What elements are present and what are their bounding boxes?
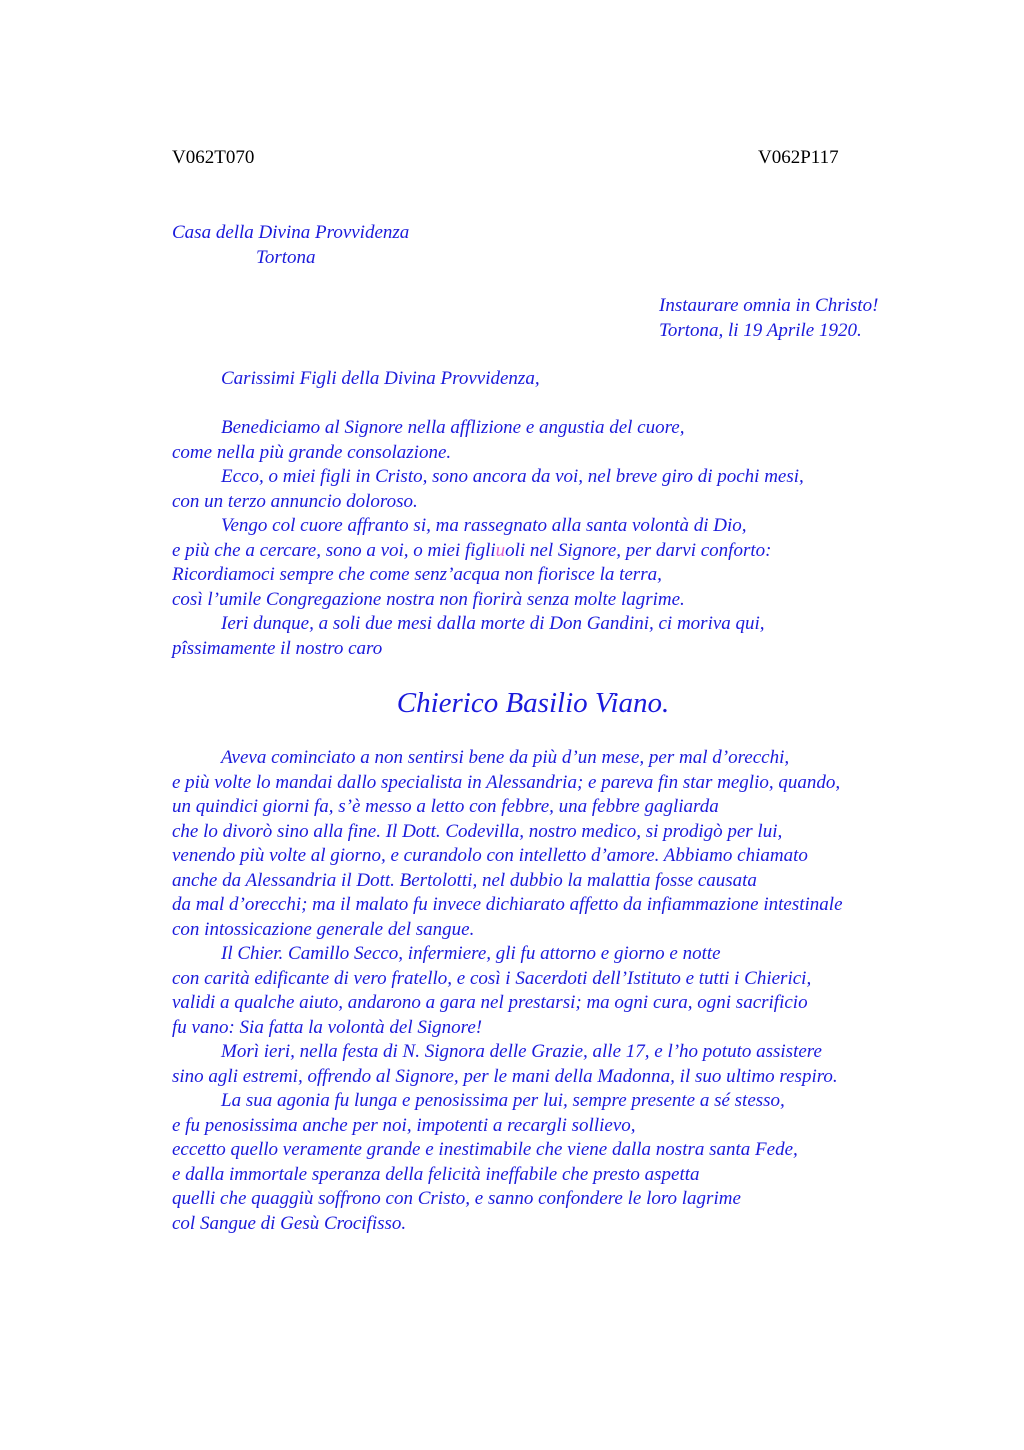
motto-and-date: [659, 294, 878, 343]
deceased-name-title: Chierico Basilio Viano.: [396, 687, 670, 719]
text-line: pîssimamente il nostro caro: [172, 637, 383, 659]
text-line: anche da Alessandria il Dott. Bertolotti, nel dubbio la malattia fosse causata: [172, 869, 757, 891]
text-line: validi a qualche aiuto, andarono a gara nel prestarsi; ma ogni cura, ogni sacrificio: [172, 992, 808, 1013]
document-code-left: V062T070: [172, 147, 255, 168]
text-line: e fu penosissima anche per noi, impotenti a recargli sollievo,: [172, 1114, 636, 1136]
text-line: da mal d’orecchi; ma il malato fu invece dichiarato affetto da infiammazione intestinale: [172, 894, 843, 915]
text-line: e dalla immortale speranza della felicità ineffabile che presto aspetta: [172, 1163, 700, 1185]
letterhead-institution: Casa della Divina Provvidenza: [172, 222, 410, 243]
letterhead: [172, 221, 409, 270]
text-line: Ieri dunque, a soli due mesi dalla morte di Don Gandini, ci moriva qui,: [221, 613, 765, 634]
text-line: così l’umile Congregazione nostra non fiorirà senza molte lagrime.: [172, 588, 685, 610]
text-line: con un terzo annuncio doloroso.: [172, 490, 418, 512]
text-line: Vengo col cuore affranto si, ma rassegnato alla santa volontà di Dio,: [221, 515, 747, 536]
document-code-right: V062P117: [758, 147, 839, 168]
text-line: Aveva cominciato a non sentirsi bene da più d’un mese, per mal d’orecchi,: [221, 747, 790, 768]
letterhead-city: Tortona: [256, 246, 316, 268]
motto: Instaurare omnia in Christo!: [659, 295, 879, 316]
text-line: venendo più volte al giorno, e curandolo con intelletto d’amore. Abbiamo chiamato: [172, 845, 808, 866]
letter-date: Tortona, li 19 Aprile 1920.: [659, 319, 862, 341]
text-line: eccetto quello veramente grande e inestimabile che viene dalla nostra santa Fede,: [172, 1139, 798, 1160]
text-line: [172, 539, 804, 564]
paragraph-narrative: [172, 746, 843, 1236]
text-segment: e più che a cercare, sono a voi, o miei figli: [172, 539, 496, 561]
text-line: con intossicazione generale del sangue.: [172, 918, 475, 940]
text-segment: oli nel Signore, per darvi conforto:: [505, 539, 772, 561]
text-line: Ecco, o miei figli in Cristo, sono ancora da voi, nel breve giro di pochi mesi,: [221, 466, 804, 487]
text-line: col Sangue di Gesù Crocifisso.: [172, 1212, 407, 1234]
text-line: come nella più grande consolazione.: [172, 441, 452, 463]
text-line: che lo divorò sino alla fine. Il Dott. Codevilla, nostro medico, si prodigò per lui,: [172, 820, 783, 842]
paragraph-intro: [172, 416, 804, 661]
text-line: La sua agonia fu lunga e penosissima per lui, sempre presente a sé stesso,: [221, 1090, 785, 1111]
text-line: un quindici giorni fa, s’è messo a letto con febbre, una febbre gagliarda: [172, 796, 719, 817]
text-line: sino agli estremi, offrendo al Signore, per le mani della Madonna, il suo ultimo respiro.: [172, 1065, 838, 1087]
text-line: Morì ieri, nella festa di N. Signora delle Grazie, alle 17, e l’ho potuto assistere: [221, 1041, 822, 1062]
text-line: Benediciamo al Signore nella afflizione e angustia del cuore,: [221, 417, 685, 438]
text-line: con carità edificante di vero fratello, e così i Sacerdoti dell’Istituto e tutti i Chierici,: [172, 967, 812, 989]
correction-mark: u: [495, 539, 506, 561]
text-line: e più volte lo mandai dallo specialista in Alessandria; e pareva fin star meglio, quando,: [172, 771, 841, 793]
text-line: quelli che quaggiù soffrono con Cristo, e sanno confondere le loro lagrime: [172, 1188, 741, 1209]
salutation: Carissimi Figli della Divina Provvidenza,: [221, 368, 540, 389]
text-line: Il Chier. Camillo Secco, infermiere, gli fu attorno e giorno e notte: [221, 943, 721, 964]
text-line: fu vano: Sia fatta la volontà del Signore!: [172, 1016, 483, 1038]
text-line: Ricordiamoci sempre che come senz’acqua non fiorisce la terra,: [172, 564, 662, 585]
